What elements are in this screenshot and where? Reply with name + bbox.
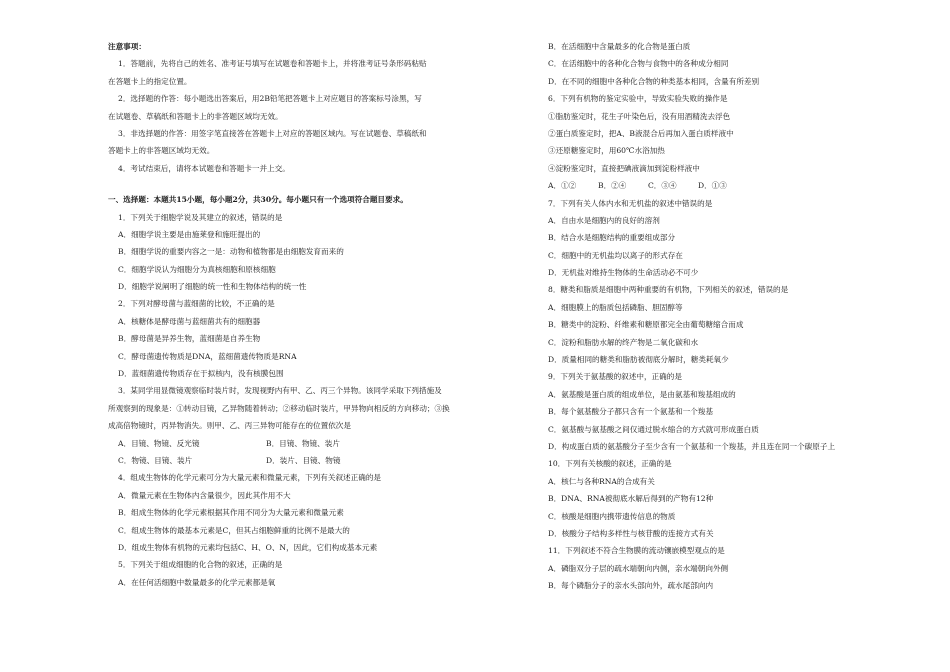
question-stem: 5．下列关于组成细胞的化合物的叙述，正确的是 [118,560,283,570]
option: C．细胞中的无机盐均以离子的形式存在 [548,250,683,260]
option: B．②④ [598,181,627,191]
option: A．核糖体是酵母菌与蓝细菌共有的细胞器 [118,316,261,326]
option: B．结合水是细胞结构的重要组成部分 [548,233,676,243]
option: D．装片、目镜、物镜 [266,455,341,465]
option: A．目镜、物镜、反光镜 [118,438,200,448]
statement: ④淀粉鉴定时，直接把碘液滴加到淀粉样液中 [548,163,700,173]
option-row [108,435,468,452]
section-title: 一、选择题：本题共15小题，每小题2分，共30分。每小题只有一个选项符合题目要求。 [108,195,408,205]
notice-line: 答题卡上的非答题区域均无效。 [108,146,215,156]
option: A．①② [548,181,577,191]
question-stem-cont: 成高倍物镜时，丙异物消失。则甲、乙、丙三异物可能存在的位置依次是 [108,421,351,431]
question-stem-cont: 所观察到的现象是：①转动目镜，乙异物随着转动；②移动临时装片，甲异物向相反的方向移动；③换 [108,403,450,413]
notice-line: 4．考试结束后，请将本试题卷和答题卡一并上交。 [118,163,290,173]
notice-line: 3．非选择题的作答：用签字笔直接答在答题卡上对应的答题区域内。写在试题卷、草稿纸和 [118,128,427,138]
option: C．物镜、目镜、装片 [118,455,193,465]
option: A．细胞膜上的脂质包括磷脂、胆固醇等 [548,302,683,312]
option: A．磷脂双分子层的疏水端朝向内侧，亲水端朝向外侧 [548,563,729,573]
option-row [108,452,468,469]
option: C．细胞学说认为细胞分为真核细胞和原核细胞 [118,264,276,274]
question-stem: 9．下列关于氨基酸的叙述中，正确的是 [548,372,682,382]
option-row [548,177,908,194]
option: D．在不同的细胞中各种化合物的种类基本相同，含量有所差别 [548,76,760,86]
notice-line: 2．选择题的作答：每小题选出答案后，用2B铅笔把答题卡上对应题目的答案标号涂黑，写 [118,94,422,104]
notice-line: 在试题卷、草稿纸和答题卡上的非答题区域均无效。 [108,111,283,121]
option: D．无机盐对维持生物体的生命活动必不可少 [548,268,699,278]
notice-line: 在答题卡上的指定位置。 [108,76,192,86]
option: A．氨基酸是蛋白质的组成单位，是由氨基和羧基组成的 [548,389,736,399]
question-stem: 3．某同学用显微镜观察临时装片时，发现视野内有甲、乙、丙三个异物。该同学采取下列措施及 [118,386,442,396]
statement: ②蛋白质鉴定时，把A、B液混合后再加入蛋白质样液中 [548,128,734,138]
option: C．③④ [648,181,677,191]
question-stem: 6．下列有机物的鉴定实验中，导致实验失败的操作是 [548,94,728,104]
option: D．构成蛋白质的氨基酸分子至少含有一个氨基和一个羧基，并且连在同一个碳原子上 [548,441,836,451]
option: B．每个磷脂分子的亲水头部向外，疏水尾部向内 [548,581,714,591]
option: A．核仁与各种RNA的合成有关 [548,476,655,486]
question-stem: 1．下列关于细胞学说及其建立的叙述，错误的是 [118,212,283,222]
option: A．自由水是细胞内的良好的溶剂 [548,215,660,225]
question-stem: 2．下列对酵母菌与蓝细菌的比较，不正确的是 [118,299,275,309]
option: D．组成生物体有机物的元素均包括C、H、O、N，因此，它们构成基本元素 [118,542,378,552]
option: D．①③ [698,181,727,191]
option: A．微量元素在生物体内含量很少，因此其作用不大 [118,490,291,500]
option: C．组成生物体的最基本元素是C，但其占细胞鲜重的比例不是最大的 [118,525,350,535]
statement: ③还原糖鉴定时，用60℃水浴加热 [548,146,665,156]
option: C．淀粉和脂肪水解的终产物是二氧化碳和水 [548,337,699,347]
option: B．酵母菌是异养生物，蓝细菌是自养生物 [118,334,261,344]
notice-title: 注意事项： [108,42,146,51]
option: B．组成生物体的化学元素根据其作用不同分为大量元素和微量元素 [118,508,344,518]
option: D．细胞学说阐明了细胞的统一性和生物体结构的统一性 [118,282,307,292]
question-stem: 8．糖类和脂质是细胞中两种重要的有机物，下列相关的叙述，错误的是 [548,285,789,295]
left-column [108,38,468,591]
question-stem: 11．下列叙述不符合生物膜的流动镶嵌模型观点的是 [548,546,725,556]
notice-line: 1．答题前，先将自己的姓名、准考证号填写在试题卷和答题卡上，并将准考证号条形码粘贴 [118,59,427,69]
option: B．目镜、物镜、装片 [266,438,340,448]
option: D．核酸分子结构多样性与核苷酸的连接方式有关 [548,528,714,538]
option: B．糖类中的淀粉、纤维素和糖原都完全由葡萄糖缩合而成 [548,320,744,330]
option: D．蓝细菌遗传物质存在于拟核内，没有核膜包围 [118,369,284,379]
option: B．每个氨基酸分子都只含有一个氨基和一个羧基 [548,407,714,417]
statement: ①脂肪鉴定时，花生子叶染色后，没有用酒精洗去浮色 [548,111,731,121]
option: D．质量相同的糖类和脂肪被彻底分解时，糖类耗氧少 [548,355,729,365]
option: B．DNA、RNA被彻底水解后得到的产物有12种 [548,494,714,504]
option: A．在任何活细胞中数量最多的化学元素都是氧 [118,577,276,587]
right-column [548,38,908,595]
question-stem: 7．下列有关人体内水和无机盐的叙述中错误的是 [548,198,713,208]
option: B．在活细胞中含量最多的化合物是蛋白质 [548,42,691,51]
option: C．核酸是细胞内携带遗传信息的物质 [548,511,676,521]
option: B．细胞学说的重要内容之一是：动物和植物都是由细胞发育而来的 [118,247,344,257]
question-stem: 4．组成生物体的化学元素可分为大量元素和微量元素，下列有关叙述正确的是 [118,473,382,483]
option: C．酵母菌遗传物质是DNA，蓝细菌遗传物质是RNA [118,351,297,361]
option: A．细胞学说主要是由施莱登和施旺提出的 [118,229,261,239]
option: C．氨基酸与氨基酸之间仅通过脱水缩合的方式就可形成蛋白质 [548,424,759,434]
option: C．在活细胞中的各种化合物与食物中的各种成分相同 [548,59,729,69]
question-stem: 10．下列有关核酸的叙述，正确的是 [548,459,672,469]
